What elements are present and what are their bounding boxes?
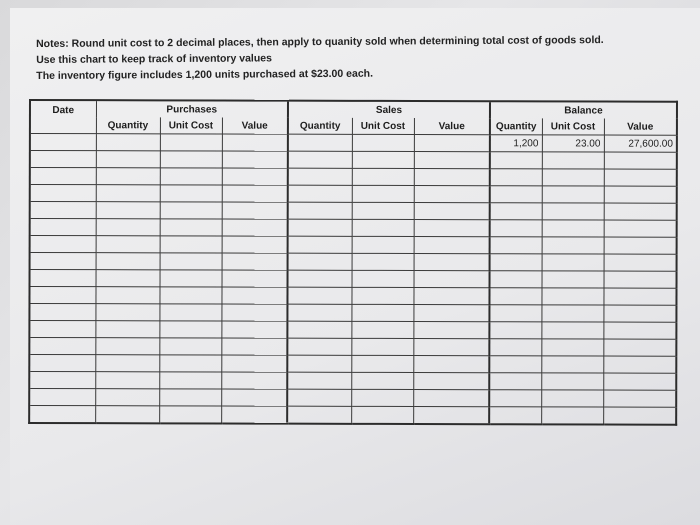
cell-purchases-value[interactable] [222,151,288,168]
cell-sales-value[interactable] [414,152,490,169]
table-row [29,406,676,425]
cell-sales-value[interactable] [413,356,489,373]
cell-sales-quantity[interactable] [288,236,352,253]
cell-sales-value[interactable] [414,237,490,254]
cell-balance-value[interactable] [604,237,677,254]
cell-purchases-quantity[interactable] [95,321,159,338]
cell-balance-unit-cost[interactable] [541,339,603,356]
cell-sales-quantity[interactable] [288,151,352,168]
note-line-1: Notes: Round unit cost to 2 decimal places, then apply to quanity sold when determining total cost of goods sold. [36,34,604,50]
cell-purchases-quantity[interactable] [95,338,159,355]
cell-balance-value[interactable]: 27,600.00 [604,135,677,152]
cell-sales-value[interactable] [414,203,490,220]
cell-purchases-value[interactable] [221,287,287,304]
cell-purchases-value[interactable] [222,253,288,270]
cell-balance-quantity[interactable] [490,254,542,271]
cell-date[interactable] [29,287,95,304]
cell-sales-unit-cost[interactable] [351,372,413,389]
cell-sales-unit-cost[interactable] [352,236,414,253]
cell-sales-unit-cost[interactable] [351,389,413,406]
note-line-3: The inventory figure includes 1,200 units purchased at $23.00 each. [36,67,374,82]
cell-purchases-unit-cost[interactable] [160,168,222,185]
cell-purchases-unit-cost[interactable] [160,202,222,219]
cell-balance-unit-cost[interactable]: 23.00 [542,135,604,152]
cell-purchases-quantity[interactable] [96,202,160,219]
cell-purchases-unit-cost[interactable] [160,134,222,151]
cell-sales-unit-cost[interactable] [352,202,414,219]
cell-sales-quantity[interactable] [287,355,351,372]
cell-purchases-value[interactable] [221,372,287,389]
balance-unit-cost-header: Unit Cost [542,118,604,135]
cell-purchases-value[interactable] [221,355,287,372]
notes-block [36,32,604,84]
cell-sales-unit-cost[interactable] [352,270,414,287]
cell-balance-quantity[interactable] [490,152,542,169]
cell-sales-quantity[interactable] [287,372,351,389]
purchases-value-header: Value [222,118,288,135]
cell-purchases-value[interactable] [222,270,288,287]
cell-purchases-value[interactable] [222,236,288,253]
table-row [30,253,677,272]
cell-sales-unit-cost[interactable] [352,151,414,168]
cell-balance-value[interactable] [603,407,676,425]
cell-purchases-unit-cost[interactable] [159,338,221,355]
cell-purchases-quantity[interactable] [96,236,160,253]
table-row [29,338,676,357]
cell-date[interactable] [30,270,96,287]
cell-purchases-unit-cost[interactable] [160,253,222,270]
cell-balance-value[interactable] [604,186,677,203]
cell-balance-value[interactable] [603,339,676,356]
cell-balance-unit-cost[interactable] [542,237,604,254]
cell-purchases-value[interactable] [222,185,288,202]
cell-purchases-unit-cost[interactable] [160,151,222,168]
cell-date[interactable] [30,236,96,253]
cell-purchases-quantity[interactable] [95,287,159,304]
cell-balance-unit-cost[interactable] [542,254,604,271]
table-row [29,321,676,340]
table-row [30,134,677,153]
cell-purchases-quantity[interactable] [95,372,159,389]
cell-sales-value[interactable] [413,339,489,356]
table-row [30,219,677,238]
cell-sales-value[interactable] [414,135,490,152]
cell-sales-value[interactable] [414,271,490,288]
cell-balance-quantity[interactable]: 1,200 [490,135,542,152]
table-row [29,372,676,391]
cell-balance-value[interactable] [604,169,677,186]
cell-sales-quantity[interactable] [288,219,352,236]
cell-balance-unit-cost[interactable] [541,373,603,390]
cell-sales-quantity[interactable] [287,406,351,424]
cell-balance-unit-cost[interactable] [542,220,604,237]
cell-balance-unit-cost[interactable] [542,169,604,186]
cell-purchases-unit-cost[interactable] [159,355,221,372]
purchases-header: Purchases [96,100,288,118]
cell-balance-value[interactable] [603,356,676,373]
cell-balance-value[interactable] [603,305,676,322]
cell-balance-unit-cost[interactable] [541,390,603,407]
group-header-row [30,100,677,119]
cell-purchases-value[interactable] [221,389,287,406]
table-row [30,202,677,221]
cell-purchases-unit-cost[interactable] [159,287,221,304]
cell-sales-quantity[interactable] [288,168,352,185]
cell-sales-value[interactable] [413,322,489,339]
cell-sales-quantity[interactable] [287,304,351,321]
cell-date[interactable] [30,185,96,202]
cell-balance-quantity[interactable] [490,220,542,237]
cell-sales-quantity[interactable] [287,287,351,304]
cell-sales-value[interactable] [413,288,489,305]
cell-purchases-quantity[interactable] [95,406,159,424]
cell-balance-value[interactable] [604,220,677,237]
table-row [30,185,677,204]
cell-date[interactable] [30,168,96,185]
cell-purchases-value[interactable] [221,406,287,424]
cell-purchases-quantity[interactable] [96,185,160,202]
cell-purchases-value[interactable] [222,202,288,219]
cell-balance-unit-cost[interactable] [541,322,603,339]
cell-sales-unit-cost[interactable] [351,321,413,338]
cell-balance-unit-cost[interactable] [541,356,603,373]
cell-sales-quantity[interactable] [287,338,351,355]
cell-balance-value[interactable] [604,203,677,220]
cell-balance-value[interactable] [603,322,676,339]
cell-sales-value[interactable] [413,373,489,390]
cell-balance-quantity[interactable] [489,407,541,425]
cell-sales-unit-cost[interactable] [352,168,414,185]
cell-sales-quantity[interactable] [288,270,352,287]
balance-quantity-header: Quantity [490,118,542,135]
cell-purchases-quantity[interactable] [96,168,160,185]
cell-purchases-quantity[interactable] [96,151,160,168]
cell-purchases-value[interactable] [222,168,288,185]
cell-purchases-quantity[interactable] [95,304,159,321]
cell-purchases-unit-cost[interactable] [160,236,222,253]
cell-sales-value[interactable] [414,220,490,237]
cell-purchases-value[interactable] [221,338,287,355]
purchases-unit-cost-header: Unit Cost [160,117,222,134]
table-row [30,236,677,255]
cell-purchases-unit-cost[interactable] [160,270,222,287]
cell-balance-quantity[interactable] [489,356,541,373]
cell-balance-value[interactable] [604,152,677,169]
cell-balance-unit-cost[interactable] [542,271,604,288]
cell-balance-quantity[interactable] [490,271,542,288]
date-header: Date [30,100,96,134]
cell-purchases-quantity[interactable] [95,355,159,372]
cell-purchases-quantity[interactable] [96,253,160,270]
cell-sales-unit-cost[interactable] [352,185,414,202]
cell-balance-quantity[interactable] [489,305,541,322]
cell-sales-value[interactable] [413,390,489,407]
cell-balance-unit-cost[interactable] [542,203,604,220]
cell-date[interactable] [29,338,95,355]
cell-sales-value[interactable] [413,305,489,322]
cell-sales-quantity[interactable] [288,185,352,202]
cell-purchases-unit-cost[interactable] [159,406,221,424]
cell-balance-quantity[interactable] [490,237,542,254]
cell-balance-value[interactable] [603,288,676,305]
cell-date[interactable] [30,202,96,219]
cell-sales-quantity[interactable] [288,134,352,151]
cell-balance-unit-cost[interactable] [541,407,603,425]
cell-purchases-unit-cost[interactable] [159,304,221,321]
inventory-table [28,99,678,426]
table-row [30,151,677,170]
cell-sales-unit-cost[interactable] [352,134,414,151]
cell-purchases-quantity[interactable] [96,134,160,151]
cell-date[interactable] [30,134,96,151]
cell-balance-unit-cost[interactable] [541,288,603,305]
cell-purchases-unit-cost[interactable] [160,185,222,202]
cell-date[interactable] [29,389,95,406]
cell-balance-value[interactable] [604,254,677,271]
cell-purchases-quantity[interactable] [96,270,160,287]
cell-sales-unit-cost[interactable] [351,304,413,321]
cell-sales-quantity[interactable] [288,202,352,219]
cell-balance-unit-cost[interactable] [542,186,604,203]
cell-date[interactable] [29,304,95,321]
cell-sales-value[interactable] [414,169,490,186]
cell-date[interactable] [30,151,96,168]
cell-balance-quantity[interactable] [489,339,541,356]
cell-balance-value[interactable] [603,390,676,407]
cell-balance-quantity[interactable] [489,322,541,339]
cell-purchases-unit-cost[interactable] [159,389,221,406]
cell-balance-unit-cost[interactable] [541,305,603,322]
cell-sales-unit-cost[interactable] [352,219,414,236]
cell-purchases-quantity[interactable] [96,219,160,236]
purchases-quantity-header: Quantity [96,117,160,134]
cell-purchases-value[interactable] [222,219,288,236]
cell-sales-unit-cost[interactable] [351,287,413,304]
cell-date[interactable] [30,253,96,270]
cell-date[interactable] [29,355,95,372]
balance-value-header: Value [604,119,677,136]
cell-sales-unit-cost[interactable] [351,355,413,372]
cell-date[interactable] [30,219,96,236]
cell-balance-quantity[interactable] [489,373,541,390]
table-row [29,287,676,306]
cell-sales-value[interactable] [413,407,489,425]
cell-sales-unit-cost[interactable] [351,406,413,424]
sales-unit-cost-header: Unit Cost [352,118,414,135]
cell-sales-quantity[interactable] [287,321,351,338]
table-row [30,270,677,289]
cell-balance-value[interactable] [604,271,677,288]
cell-balance-quantity[interactable] [490,186,542,203]
cell-sales-quantity[interactable] [287,389,351,406]
cell-purchases-unit-cost[interactable] [159,372,221,389]
cell-balance-unit-cost[interactable] [542,152,604,169]
cell-date[interactable] [29,406,95,424]
cell-sales-unit-cost[interactable] [352,253,414,270]
cell-purchases-quantity[interactable] [95,389,159,406]
cell-date[interactable] [29,321,95,338]
cell-purchases-value[interactable] [222,134,288,151]
cell-balance-quantity[interactable] [489,288,541,305]
cell-date[interactable] [29,372,95,389]
subheader-row [30,117,677,135]
cell-sales-unit-cost[interactable] [351,338,413,355]
cell-purchases-value[interactable] [221,304,287,321]
inventory-chart [28,99,676,451]
cell-balance-quantity[interactable] [490,169,542,186]
cell-sales-quantity[interactable] [288,253,352,270]
cell-purchases-unit-cost[interactable] [159,321,221,338]
cell-purchases-value[interactable] [221,321,287,338]
table-row [30,168,677,187]
table-row [29,389,676,408]
cell-balance-quantity[interactable] [489,390,541,407]
sales-quantity-header: Quantity [288,118,352,135]
table-row [29,355,676,374]
cell-sales-value[interactable] [414,254,490,271]
cell-balance-value[interactable] [603,373,676,390]
cell-balance-quantity[interactable] [490,203,542,220]
table-row [29,304,676,323]
cell-purchases-unit-cost[interactable] [160,219,222,236]
sales-header: Sales [288,101,490,119]
sales-value-header: Value [414,118,490,135]
cell-sales-value[interactable] [414,186,490,203]
note-line-2: Use this chart to keep track of inventory values [36,52,272,66]
balance-header: Balance [490,101,677,118]
